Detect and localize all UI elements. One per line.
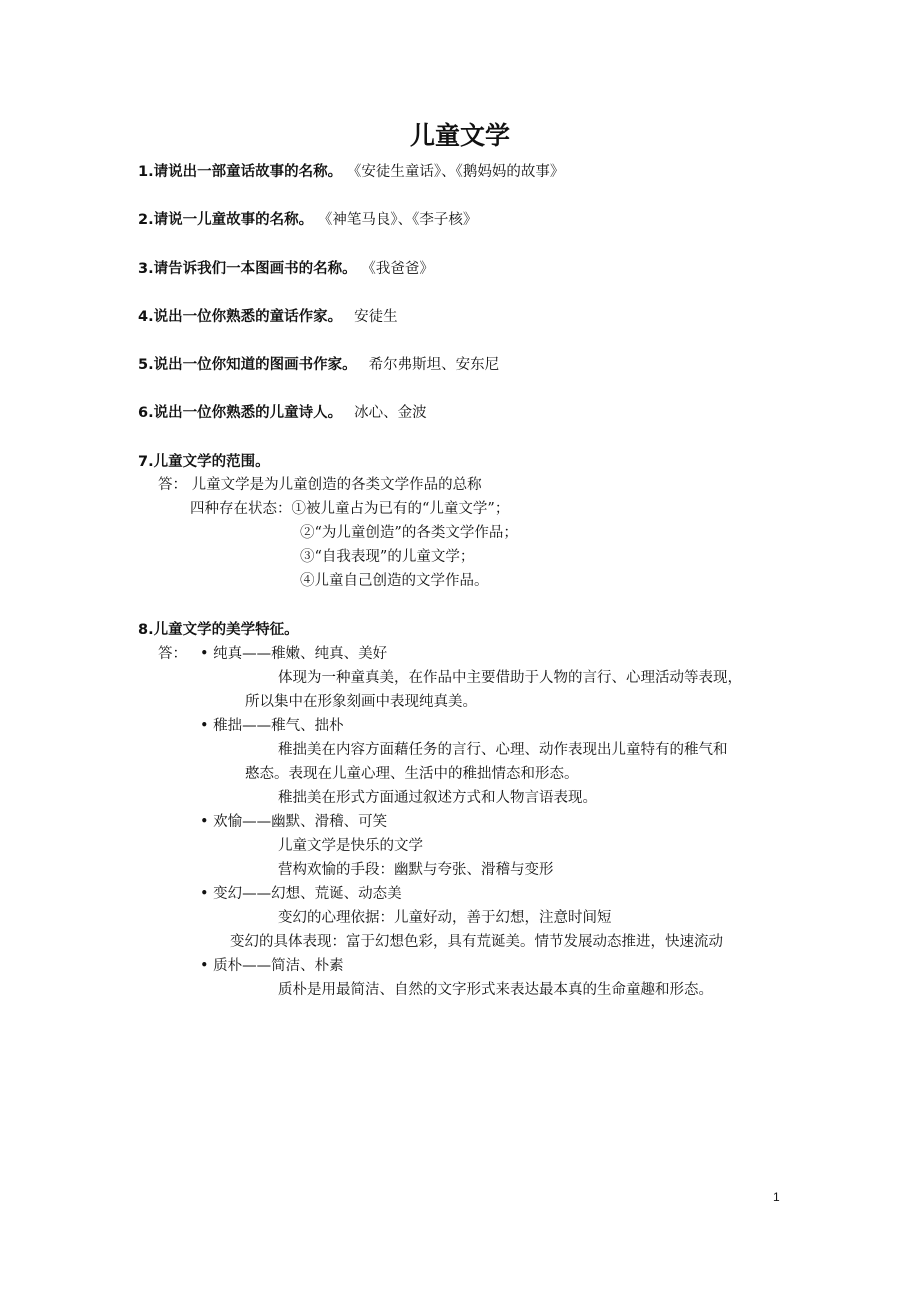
question-text: 6.说出一位你熟悉的儿童诗人。	[138, 405, 343, 421]
q7-state-item: ③“自我表现”的儿童文学；	[300, 549, 475, 565]
q8-detail-line: 变幻的具体表现：富于幻想色彩，具有荒诞美。情节发展动态推进，快速流动	[230, 934, 723, 950]
q8-detail-line: 质朴是用最简洁、自然的文字形式来表达最本真的生命童趣和形态。	[278, 982, 713, 998]
q8-detail-line: 营构欢愉的手段：幽默与夸张、滑稽与变形	[278, 862, 554, 878]
question-3	[138, 259, 434, 279]
q7-state-item: ①被儿童占为已有的“儿童文学”；	[291, 501, 510, 517]
question-text: 5.说出一位你知道的图画书作家。	[138, 357, 357, 373]
question-text: 1.请说出一部童话故事的名称。	[138, 164, 343, 180]
answer-text: 《安徒生童话》、《鹅妈妈的故事》	[354, 164, 565, 180]
q8-detail-line: 憨态。表现在儿童心理、生活中的稚拙情态和形态。	[245, 766, 579, 782]
page-number: 1	[773, 1190, 780, 1204]
q8-bullet-heading: • 纯真——稚嫩、纯真、美好	[200, 646, 388, 662]
answer-text: 《神笔马良》、《李子核》	[325, 212, 478, 228]
q7-states-row-1	[190, 499, 509, 519]
q8-detail-line: 所以集中在形象刻画中表现纯真美。	[245, 694, 477, 710]
q7-answer: 答： 儿童文学是为儿童创造的各类文学作品的总称	[158, 477, 482, 493]
q8-detail-line: 体现为一种童真美，在作品中主要借助于人物的言行、心理活动等表现，	[278, 670, 742, 686]
question-text: 2.请说一儿童故事的名称。	[138, 212, 314, 228]
question-text: 7.儿童文学的范围。	[138, 454, 270, 470]
question-7	[138, 452, 270, 472]
q7-state-item: ②“为儿童创造”的各类文学作品；	[300, 525, 518, 541]
q8-detail-line: 变幻的心理依据：儿童好动，善于幻想，注意时间短	[278, 910, 612, 926]
question-8	[138, 620, 299, 640]
page-title: 儿童文学	[409, 121, 510, 150]
answer-text: 安徒生	[354, 309, 398, 325]
question-text: 3.请告诉我们一本图画书的名称。	[138, 261, 357, 277]
answer-text: 冰心、金波	[354, 405, 427, 421]
question-text: 4.说出一位你熟悉的童话作家。	[138, 309, 343, 325]
q8-answer-label: 答：	[158, 646, 187, 662]
question-6	[138, 403, 427, 423]
q8-bullet-heading: • 质朴——简洁、朴素	[200, 958, 344, 974]
q8-bullet-heading: • 稚拙——稚气、拙朴	[200, 718, 344, 734]
question-text: 8.儿童文学的美学特征。	[138, 622, 299, 638]
q8-bullet-heading: • 变幻——幻想、荒诞、动态美	[200, 886, 402, 902]
q8-detail-line: 儿童文学是快乐的文学	[278, 838, 423, 854]
answer-text: 希尔弗斯坦、安东尼	[368, 357, 500, 373]
answer-text: 《我爸爸》	[368, 261, 434, 277]
q8-detail-line: 稚拙美在内容方面藉任务的言行、心理、动作表现出儿童特有的稚气和	[278, 742, 728, 758]
question-4	[138, 307, 398, 327]
question-1	[138, 162, 564, 182]
question-5	[138, 355, 499, 375]
q8-bullet-heading: • 欢愉——幽默、滑稽、可笑	[200, 814, 388, 830]
q7-state-item: ④儿童自己创造的文学作品。	[300, 573, 489, 589]
q8-detail-line: 稚拙美在形式方面通过叙述方式和人物言语表现。	[278, 790, 597, 806]
q7-states-label: 四种存在状态：	[190, 501, 292, 517]
question-2	[138, 210, 477, 230]
